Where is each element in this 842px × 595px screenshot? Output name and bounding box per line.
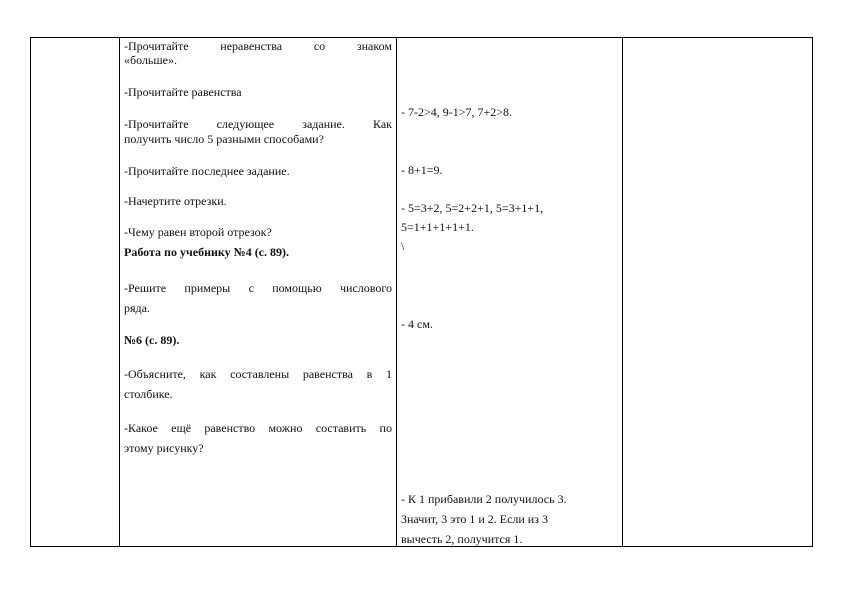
student-answer-mark: \ bbox=[401, 239, 405, 253]
teacher-instruction-solve-line2: ряда. bbox=[124, 301, 150, 315]
word: -Решите bbox=[124, 281, 167, 295]
teacher-question-other-equality-line2: этому рисунку? bbox=[124, 441, 204, 455]
table-border-right bbox=[812, 37, 813, 547]
word: 1 bbox=[386, 367, 392, 381]
word: в bbox=[366, 367, 373, 381]
textbook-task-4: Работа по учебнику №4 (с. 89). bbox=[124, 245, 290, 259]
word: со bbox=[313, 39, 326, 53]
student-answer-five-line2: 5=1+1+1+1+1. bbox=[401, 220, 474, 234]
word: Как bbox=[372, 117, 392, 131]
word: помощью bbox=[272, 281, 322, 295]
teacher-question-other-equality bbox=[124, 421, 392, 436]
word: задание. bbox=[302, 117, 345, 131]
word: числового bbox=[340, 281, 392, 295]
table-border-top bbox=[30, 37, 813, 38]
teacher-question-equalities: -Прочитайте равенства bbox=[124, 85, 242, 99]
student-answer-five-line1: - 5=3+2, 5=2+2+1, 5=3+1+1, bbox=[401, 201, 544, 215]
column-divider-3 bbox=[622, 37, 623, 547]
word: -Объясните, bbox=[124, 367, 186, 381]
teacher-question-explain bbox=[124, 367, 392, 382]
lesson-table bbox=[30, 37, 813, 547]
word: неравенства bbox=[220, 39, 283, 53]
teacher-question-explain-line2: столбике. bbox=[124, 387, 173, 401]
word: можно bbox=[268, 421, 303, 435]
word: следующее bbox=[216, 117, 275, 131]
student-answer-final-line2: Значит, 3 это 1 и 2. Если из 3 bbox=[401, 512, 548, 526]
student-answer-final-line3: вычесть 2, получится 1. bbox=[401, 532, 523, 546]
word: составлены bbox=[230, 367, 290, 381]
student-answer-segment: - 4 см. bbox=[401, 317, 433, 331]
teacher-question-segment: -Чему равен второй отрезок? bbox=[124, 225, 272, 239]
teacher-question-inequalities bbox=[124, 39, 392, 54]
word: составить bbox=[315, 421, 367, 435]
word: -Какое bbox=[124, 421, 158, 435]
word: равенства bbox=[302, 367, 353, 381]
student-answer-inequalities: - 7-2>4, 9-1>7, 7+2>8. bbox=[401, 105, 513, 119]
teacher-question-next-task bbox=[124, 117, 392, 132]
teacher-instruction-draw: -Начертите отрезки. bbox=[124, 194, 227, 208]
word: по bbox=[379, 421, 392, 435]
teacher-question-last-task: -Прочитайте последнее задание. bbox=[124, 164, 290, 178]
column-divider-2 bbox=[396, 37, 397, 547]
student-answer-final-line1: - К 1 прибавили 2 получилось 3. bbox=[401, 492, 567, 506]
word: -Прочитайте bbox=[124, 39, 189, 53]
word: примеры bbox=[184, 281, 231, 295]
table-border-left bbox=[30, 37, 31, 547]
word: как bbox=[199, 367, 217, 381]
teacher-question-next-task-line2: получить число 5 разными способами? bbox=[124, 132, 324, 146]
column-divider-1 bbox=[119, 37, 120, 547]
word: с bbox=[248, 281, 254, 295]
word: знаком bbox=[356, 39, 392, 53]
teacher-instruction-solve bbox=[124, 281, 392, 296]
textbook-task-6: №6 (с. 89). bbox=[124, 333, 180, 347]
word: ещё bbox=[171, 421, 192, 435]
word: -Прочитайте bbox=[124, 117, 189, 131]
teacher-question-inequalities-line2: «больше». bbox=[124, 53, 177, 67]
word: равенство bbox=[204, 421, 256, 435]
student-answer-last-task: - 8+1=9. bbox=[401, 163, 443, 177]
